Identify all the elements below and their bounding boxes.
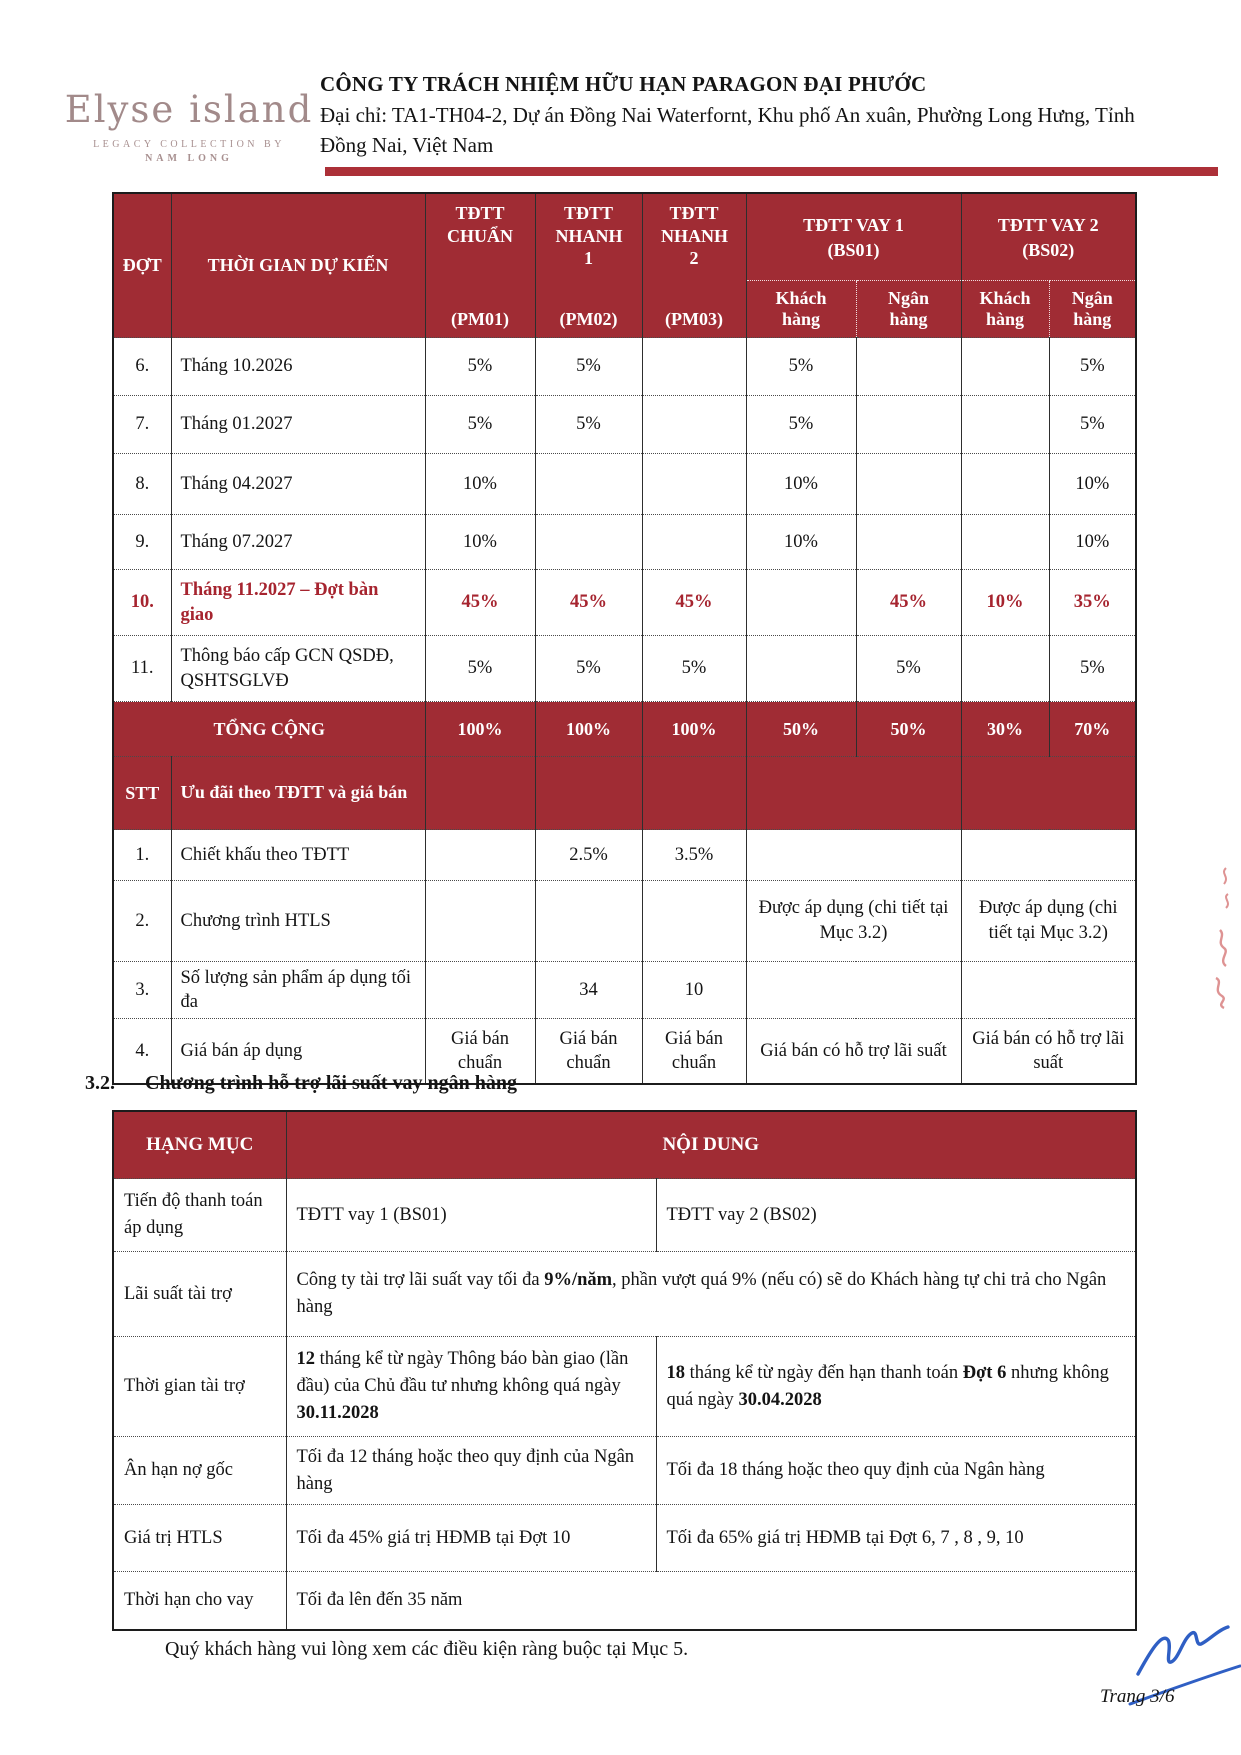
cell-pm01: 5%	[425, 396, 535, 454]
vay2-title: TĐTT VAY 2	[997, 214, 1099, 235]
cell-pm03: 45%	[642, 570, 746, 636]
cell-pm02: 45%	[535, 570, 642, 636]
cell-pm03: 5%	[642, 636, 746, 702]
row-label: Số lượng sản phẩm áp dụng tối đa	[171, 962, 425, 1019]
section-heading	[85, 1072, 517, 1095]
promo-row-max-units	[113, 962, 1136, 1019]
row-label: Lãi suất tài trợ	[113, 1252, 286, 1337]
support-row-tdtt	[113, 1179, 1136, 1252]
page-number: Trang 3/6	[1100, 1686, 1175, 1707]
col-header-pm02	[535, 193, 642, 338]
cell-pm01: 45%	[425, 570, 535, 636]
cell-vay2: Tối đa 65% giá trị HĐMB tại Đợt 6, 7 , 8 , 9, 10	[656, 1505, 1136, 1572]
margin-annotation-mark	[1196, 860, 1240, 1015]
total-pm02: 100%	[535, 702, 642, 757]
cell-vay2	[961, 962, 1136, 1019]
row-label: Chương trình HTLS	[171, 881, 425, 962]
vay1-code: (BS01)	[827, 240, 880, 261]
col-header-vay1	[746, 193, 961, 281]
row-stt: 9.	[113, 515, 171, 570]
company-header	[320, 72, 1138, 161]
interest-support-table	[112, 1110, 1137, 1631]
cell-vay1: Tối đa 45% giá trị HĐMB tại Đợt 10	[286, 1505, 656, 1572]
row-stt: 10.	[113, 570, 171, 636]
vay1-title: TĐTT VAY 1	[803, 214, 904, 235]
vay2-sub-ngan-hang: Ngân hàng	[1049, 281, 1136, 338]
row-label: Thời hạn cho vay	[113, 1572, 286, 1631]
row-stt: 4.	[113, 1019, 171, 1085]
cell-vay2	[961, 830, 1136, 881]
cell-vay2: Được áp dụng (chi tiết tại Mục 3.2)	[961, 881, 1136, 962]
section-number: 3.2.	[85, 1072, 115, 1094]
total-pm03: 100%	[642, 702, 746, 757]
cell-pm02: 5%	[535, 338, 642, 396]
col-header-dot: ĐỢT	[113, 193, 171, 338]
row-label: Tháng 11.2027 – Đợt bàn giao	[171, 570, 425, 636]
cell-pm03	[642, 881, 746, 962]
cell-vay2-nh: 5%	[1049, 636, 1136, 702]
cell-vay2-kh	[961, 515, 1049, 570]
table-row-dot8	[113, 454, 1136, 515]
total-label: TỔNG CỘNG	[113, 702, 425, 757]
cell-pm03: 3.5%	[642, 830, 746, 881]
cell-vay1: Được áp dụng (chi tiết tại Mục 3.2)	[746, 881, 961, 962]
pm02-title: TĐTT NHANH 1	[555, 203, 623, 268]
pm01-title: TĐTT CHUẨN	[447, 203, 513, 246]
cell-pm01: 5%	[425, 338, 535, 396]
support-row-duration	[113, 1337, 1136, 1437]
cell-vay1-kh: 5%	[746, 338, 856, 396]
support-row-interest-rate	[113, 1252, 1136, 1337]
promo-header-label: Ưu đãi theo TĐTT và giá bán	[171, 757, 425, 830]
cell-vay1-nh	[856, 338, 961, 396]
cell-pm02	[535, 515, 642, 570]
row-stt: 7.	[113, 396, 171, 454]
payment-schedule-table	[112, 192, 1137, 1085]
row-label: Tháng 04.2027	[171, 454, 425, 515]
cell-pm02: 2.5%	[535, 830, 642, 881]
cell-pm03: Giá bán chuẩn	[642, 1019, 746, 1085]
total-pm01: 100%	[425, 702, 535, 757]
cell-vay2-nh: 5%	[1049, 338, 1136, 396]
cell-vay2-kh	[961, 636, 1049, 702]
row-stt: 8.	[113, 454, 171, 515]
cell-pm01	[425, 881, 535, 962]
total-vay1-kh: 50%	[746, 702, 856, 757]
cell-pm03	[642, 396, 746, 454]
brand-logo	[64, 88, 314, 164]
vay1-sub-khach-hang: Khách hàng	[746, 281, 856, 338]
col-header-vay2	[961, 193, 1136, 281]
cell-vay1: 12 tháng kể từ ngày Thông báo bàn giao (lần đầu) của Chủ đầu tư nhưng không quá ngày 30.11.2028	[286, 1337, 656, 1437]
cell-vay2-kh	[961, 454, 1049, 515]
cell-pm02: 34	[535, 962, 642, 1019]
total-vay2-kh: 30%	[961, 702, 1049, 757]
cell-vay2-nh: 5%	[1049, 396, 1136, 454]
cell-vay1-kh	[746, 570, 856, 636]
cell-pm02	[535, 454, 642, 515]
cell-vay2-nh: 35%	[1049, 570, 1136, 636]
cell-pm02	[535, 881, 642, 962]
brand-logo-text: Elyse island	[64, 88, 314, 131]
col-header-noi-dung: NỘI DUNG	[286, 1111, 1136, 1179]
cell-vay1-nh: 45%	[856, 570, 961, 636]
col-header-pm01	[425, 193, 535, 338]
total-vay2-nh: 70%	[1049, 702, 1136, 757]
cell-vay1-nh: 5%	[856, 636, 961, 702]
row-label: Tháng 07.2027	[171, 515, 425, 570]
table-row-dot11	[113, 636, 1136, 702]
cell-vay2-kh	[961, 338, 1049, 396]
cell-pm01	[425, 962, 535, 1019]
pm02-code: (PM02)	[559, 309, 618, 329]
cell-pm01: 10%	[425, 515, 535, 570]
cell-vay1-kh: 10%	[746, 454, 856, 515]
cell-pm03	[642, 454, 746, 515]
brand-logo-company: NAM LONG	[145, 153, 233, 164]
table-row-dot6	[113, 338, 1136, 396]
cell-vay1-kh	[746, 636, 856, 702]
cell-vay1: Giá bán có hỗ trợ lãi suất	[746, 1019, 961, 1085]
cell-pm03: 10	[642, 962, 746, 1019]
table-row-dot7	[113, 396, 1136, 454]
cell-vay1	[746, 962, 961, 1019]
row-label: Tiến độ thanh toán áp dụng	[113, 1179, 286, 1252]
brand-logo-subtitle: LEGACY COLLECTION BY	[93, 139, 285, 150]
col-header-hang-muc: HẠNG MỤC	[113, 1111, 286, 1179]
cell-vay2: Tối đa 18 tháng hoặc theo quy định của Ngân hàng	[656, 1437, 1136, 1505]
row-label: Giá bán áp dụng	[171, 1019, 425, 1085]
cell-pm01	[425, 830, 535, 881]
cell-vay1	[746, 830, 961, 881]
total-row	[113, 702, 1136, 757]
row-label: Chiết khấu theo TĐTT	[171, 830, 425, 881]
cell-vay1-kh: 5%	[746, 396, 856, 454]
cell-vay1-nh	[856, 454, 961, 515]
cell-content: Công ty tài trợ lãi suất vay tối đa 9%/năm, phần vượt quá 9% (nếu có) sẽ do Khách hàng tự chi trả cho Ngân hàng	[286, 1252, 1136, 1337]
row-label: Tháng 01.2027	[171, 396, 425, 454]
row-stt: 11.	[113, 636, 171, 702]
row-label: Thời gian tài trợ	[113, 1337, 286, 1437]
company-name: CÔNG TY TRÁCH NHIỆM HỮU HẠN PARAGON ĐẠI PHƯỚC	[320, 72, 927, 96]
company-address: Đại chỉ: TA1-TH04-2, Dự án Đồng Nai Waterfornt, Khu phố An xuân, Phường Long Hưng, Tỉnh Đồng Nai, Việt Nam	[320, 103, 1135, 157]
cell-pm01: Giá bán chuẩn	[425, 1019, 535, 1085]
cell-vay2-nh: 10%	[1049, 515, 1136, 570]
cell-content: Tối đa lên đến 35 năm	[286, 1572, 1136, 1631]
promo-header-stt: STT	[113, 757, 171, 830]
cell-pm02: Giá bán chuẩn	[535, 1019, 642, 1085]
support-row-htls-value	[113, 1505, 1136, 1572]
cell-vay1-kh: 10%	[746, 515, 856, 570]
cell-pm01: 10%	[425, 454, 535, 515]
table-row-dot10-handover	[113, 570, 1136, 636]
header-divider	[325, 167, 1218, 176]
cell-vay1-nh	[856, 396, 961, 454]
pm01-code: (PM01)	[451, 309, 509, 329]
vay2-sub-khach-hang: Khách hàng	[961, 281, 1049, 338]
cell-vay2: 18 tháng kể từ ngày đến hạn thanh toán Đợt 6 nhưng không quá ngày 30.04.2028	[656, 1337, 1136, 1437]
col-header-pm03	[642, 193, 746, 338]
cell-vay2: Giá bán có hỗ trợ lãi suất	[961, 1019, 1136, 1085]
cell-pm01: 5%	[425, 636, 535, 702]
row-label: Thông báo cấp GCN QSDĐ, QSHTSGLVĐ	[171, 636, 425, 702]
support-row-grace-period	[113, 1437, 1136, 1505]
promo-row-discount	[113, 830, 1136, 881]
total-vay1-nh: 50%	[856, 702, 961, 757]
cell-vay1-nh	[856, 515, 961, 570]
cell-pm02: 5%	[535, 396, 642, 454]
row-label: Ân hạn nợ gốc	[113, 1437, 286, 1505]
section-title: Chương trình hỗ trợ lãi suất vay ngân hàng	[145, 1072, 518, 1094]
footer-note: Quý khách hàng vui lòng xem các điều kiện ràng buộc tại Mục 5.	[165, 1638, 689, 1660]
vay2-code: (BS02)	[1022, 240, 1075, 261]
vay1-sub-ngan-hang: Ngân hàng	[856, 281, 961, 338]
cell-pm02: 5%	[535, 636, 642, 702]
row-stt: 1.	[113, 830, 171, 881]
table-row-dot9	[113, 515, 1136, 570]
row-stt: 2.	[113, 881, 171, 962]
pm03-code: (PM03)	[665, 309, 723, 329]
cell-pm03	[642, 338, 746, 396]
cell-vay1: Tối đa 12 tháng hoặc theo quy định của Ngân hàng	[286, 1437, 656, 1505]
support-row-loan-term	[113, 1572, 1136, 1631]
cell-vay2-kh: 10%	[961, 570, 1049, 636]
cell-vay2: TĐTT vay 2 (BS02)	[656, 1179, 1136, 1252]
cell-vay2-nh: 10%	[1049, 454, 1136, 515]
cell-vay2-kh	[961, 396, 1049, 454]
cell-pm03	[642, 515, 746, 570]
cell-vay1: TĐTT vay 1 (BS01)	[286, 1179, 656, 1252]
row-label: Tháng 10.2026	[171, 338, 425, 396]
row-stt: 6.	[113, 338, 171, 396]
row-stt: 3.	[113, 962, 171, 1019]
pm03-title: TĐTT NHANH 2	[661, 203, 728, 268]
promo-row-htls	[113, 881, 1136, 962]
promo-header-row	[113, 757, 1136, 830]
col-header-time: THỜI GIAN DỰ KIẾN	[171, 193, 425, 338]
row-label: Giá trị HTLS	[113, 1505, 286, 1572]
